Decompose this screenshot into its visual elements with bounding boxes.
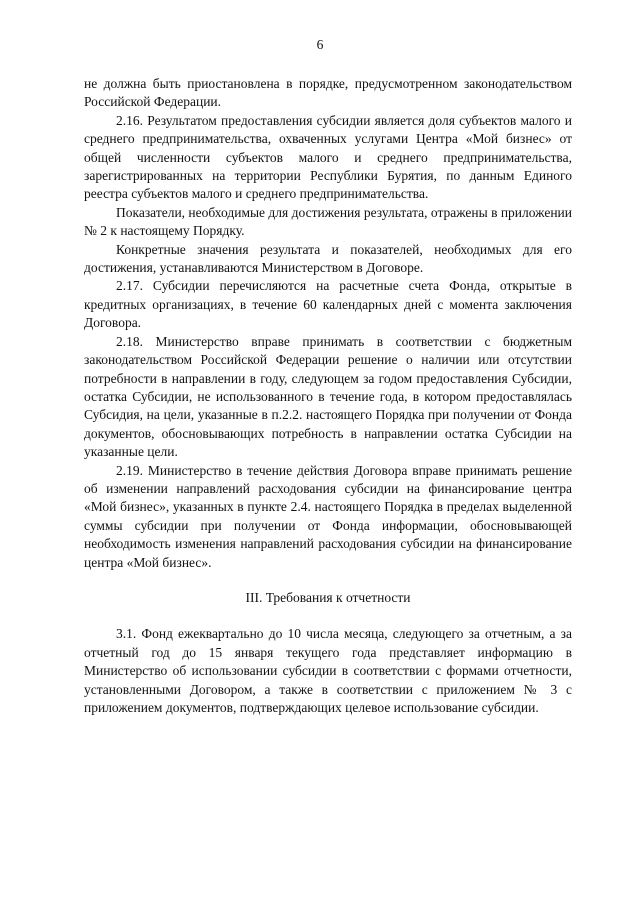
- paragraph-2-18: 2.18. Министерство вправе принимать в соответствии с бюджетным законодательством Российской Федерации решение о наличии или отсутствии потребности в направлении в году, следующем за годом предоставления Субсидии, остатка Субсидии, не использованного в течение года, в котором предоставлялась Субсидия, на цели, указанные в п.2.2. настоящего Порядка при получении от Фонда документов, обосновывающих потребность в направлении остатка Субсидии на указанные цели.: [84, 333, 572, 460]
- paragraph-continuation: не должна быть приостановлена в порядке, предусмотренном законодательством Российской Федерации.: [84, 76, 572, 110]
- section-heading: III. Требования к отчетности: [245, 589, 411, 605]
- paragraph-3-1: 3.1. Фонд ежеквартально до 10 числа месяца, следующего за отчетным, а за отчетный год до 15 января текущего года представляет информацию в Министерство об использовании субсидии в соответствии с формами отчетности, установленными Договором, а также в соответствии с приложением № 3 с приложением документов, подтверждающих целевое использование субсидии.: [84, 626, 572, 715]
- document-body: [84, 75, 572, 717]
- paragraph-2-17: 2.17. Субсидии перечисляются на расчетные счета Фонда, открытые в кредитных организациях, в течение 60 календарных дней с момента заключения Договора.: [84, 278, 572, 331]
- page-number: 6: [316, 37, 324, 52]
- paragraph-2-16: 2.16. Результатом предоставления субсидии является доля субъектов малого и среднего предпринимательства, охваченных услугами Центра «Мой бизнес» от общей численности субъектов малого и среднего предпринимательства, зарегистрированных на территории Республики Бурятия, по данным Единого реестра субъектов малого и среднего предпринимательства.: [84, 112, 572, 202]
- paragraph-indicators: Показатели, необходимые для достижения результата, отражены в приложении № 2 к настоящему Порядку.: [84, 204, 572, 239]
- paragraph-specific-values: Конкретные значения результата и показателей, необходимых для его достижения, устанавливаются Министерством в Договоре.: [84, 241, 572, 276]
- paragraph-2-19: 2.19. Министерство в течение действия Договора вправе принимать решение об изменении направлений расходования субсидии на финансирование центра «Мой бизнес», указанных в пункте 2.4. настоящего Порядка в пределах выделенной суммы субсидии при получении от Фонда информации, обосновывающей необходимость изменения направлений расходования субсидии на финансирование центра «Мой бизнес».: [84, 462, 572, 570]
